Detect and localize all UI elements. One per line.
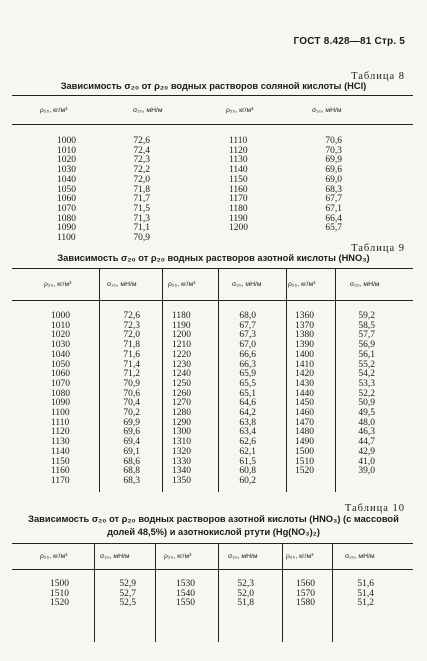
table-cell: 62,1 xyxy=(239,446,256,457)
table-cell: 56,1 xyxy=(358,349,375,360)
table-cell: 1370 xyxy=(295,320,314,331)
table-cell: 52,9 xyxy=(119,579,136,589)
table-cell: 1050 xyxy=(51,359,70,370)
table8-col-tension xyxy=(100,137,150,244)
table-cell: 1120 xyxy=(229,145,248,156)
table10-divider xyxy=(155,543,156,642)
table9-header-tension: σ₂₀, мН/м xyxy=(107,281,137,288)
table-cell: 1070 xyxy=(57,203,76,214)
table-cell: 68,0 xyxy=(239,311,256,321)
table-cell: 60,2 xyxy=(239,475,256,486)
table9-header-density-2: ρ₂₀, кг/м³ xyxy=(168,281,196,288)
table-cell: 1030 xyxy=(57,165,76,176)
table-cell: 1070 xyxy=(51,378,70,389)
table-cell: 72,0 xyxy=(123,330,140,341)
table-cell: 1210 xyxy=(172,340,191,351)
table-cell: 58,5 xyxy=(358,320,375,331)
table-cell: 70,9 xyxy=(133,233,150,244)
table-cell: 51,6 xyxy=(357,579,374,589)
table-cell: 1130 xyxy=(51,437,70,448)
table-cell: 1170 xyxy=(51,475,70,486)
table-cell: 68,3 xyxy=(325,184,342,195)
table-cell: 69,1 xyxy=(123,446,140,457)
table9-divider xyxy=(99,268,100,492)
table-cell: 42,9 xyxy=(358,446,375,457)
table-cell: 1330 xyxy=(172,456,191,467)
table-cell: 1450 xyxy=(295,398,314,409)
table-cell: 65,9 xyxy=(239,369,256,380)
table-cell: 46,3 xyxy=(358,427,375,438)
table-cell: 1510 xyxy=(295,456,314,467)
table8-header-density: ρ₂₀, кг/м³ xyxy=(40,107,68,114)
table-cell: 48,0 xyxy=(358,417,375,428)
table-cell: 62,6 xyxy=(239,437,256,448)
table10-col-density-2 xyxy=(176,580,195,609)
table-cell: 1250 xyxy=(172,378,191,389)
table-cell: 55,2 xyxy=(358,359,375,370)
table-cell: 52,2 xyxy=(358,388,375,399)
table-cell: 1190 xyxy=(172,320,191,331)
table-cell: 71,4 xyxy=(123,359,140,370)
table-cell: 1090 xyxy=(57,223,76,234)
table-cell: 51,4 xyxy=(357,588,374,599)
table10-divider xyxy=(94,543,95,642)
table9-caption: Зависимость σ₂₀ от ρ₂₀ водных растворов азотной кислоты (HNO₃) xyxy=(57,253,370,263)
table-cell: 67,1 xyxy=(325,203,342,214)
table10-header-tension-3: σ₂₀, мН/м xyxy=(345,553,375,560)
table-cell: 1430 xyxy=(295,378,314,389)
table9-divider xyxy=(218,268,219,492)
table-cell: 66,3 xyxy=(239,359,256,370)
table8-caption: Зависимость σ₂₀ от ρ₂₀ водных растворов соляной кислоты (HCl) xyxy=(60,81,367,91)
table-cell: 1310 xyxy=(172,437,191,448)
table8-header-tension-2: σ₂₀, мН/м xyxy=(312,107,342,114)
table-cell: 1490 xyxy=(295,437,314,448)
table-cell: 1180 xyxy=(172,311,191,321)
table-cell: 71,8 xyxy=(123,340,140,351)
table9-label: Таблица 9 xyxy=(351,243,405,254)
table-cell: 52,5 xyxy=(119,598,136,609)
table-cell: 1050 xyxy=(57,184,76,195)
table-cell: 60,8 xyxy=(239,466,256,477)
page-header: ГОСТ 8.428—81 Стр. 5 xyxy=(293,36,405,47)
table-cell: 1380 xyxy=(295,330,314,341)
table-cell: 1010 xyxy=(51,320,70,331)
table-cell: 1420 xyxy=(295,369,314,380)
table-cell: 72,3 xyxy=(133,155,150,166)
table-cell: 67,0 xyxy=(239,340,256,351)
table-cell: 1270 xyxy=(172,398,191,409)
table-cell: 1260 xyxy=(172,388,191,399)
table-cell: 69,0 xyxy=(325,174,342,185)
table-cell: 53,3 xyxy=(358,378,375,389)
table-cell: 49,5 xyxy=(358,408,375,419)
table-cell: 1580 xyxy=(296,598,315,609)
table-cell: 1090 xyxy=(51,398,70,409)
table10-caption-line2: долей 48,5%) и азотнокислой ртути (Hg(NO₃)₂) xyxy=(107,527,320,537)
table-cell: 70,6 xyxy=(123,388,140,399)
table9-col-tension xyxy=(102,312,140,487)
table9-divider xyxy=(286,268,287,492)
table-cell: 39,0 xyxy=(358,466,375,477)
table-cell: 71,8 xyxy=(133,184,150,195)
table-cell: 70,3 xyxy=(325,145,342,156)
table-cell: 1120 xyxy=(51,427,70,438)
table9-divider xyxy=(335,268,336,492)
table-cell: 69,6 xyxy=(123,427,140,438)
table-cell: 52,3 xyxy=(237,579,254,589)
table9-col-density-2 xyxy=(172,312,191,487)
table-cell: 1560 xyxy=(296,579,315,589)
table10-header-tension: σ₂₀, мН/м xyxy=(100,553,130,560)
table-cell: 72,2 xyxy=(133,165,150,176)
table-cell: 1290 xyxy=(172,417,191,428)
table-cell: 1520 xyxy=(50,598,69,609)
table9-top-rule xyxy=(12,268,413,269)
table-cell: 69,6 xyxy=(325,165,342,176)
table-cell: 63,4 xyxy=(239,427,256,438)
table-cell: 71,7 xyxy=(133,194,150,205)
table-cell: 67,7 xyxy=(239,320,256,331)
table-cell: 1140 xyxy=(51,446,70,457)
table-cell: 65,7 xyxy=(325,223,342,234)
table-cell: 71,1 xyxy=(133,223,150,234)
table10-col-tension-3 xyxy=(339,580,374,609)
table-cell: 51,2 xyxy=(357,598,374,609)
table10-top-rule xyxy=(12,543,413,544)
table-cell: 1010 xyxy=(57,145,76,156)
table-cell: 70,9 xyxy=(123,378,140,389)
table9-col-tension-3 xyxy=(340,312,375,477)
table10-header-density-3: ρ₂₀, кг/м³ xyxy=(286,553,314,560)
table10-header-density: ρ₂₀, кг/м³ xyxy=(40,553,68,560)
table-cell: 57,7 xyxy=(358,330,375,341)
table9-header-rule xyxy=(12,300,413,301)
table-cell: 68,6 xyxy=(123,456,140,467)
table-cell: 64,2 xyxy=(239,408,256,419)
table-cell: 67,3 xyxy=(239,330,256,341)
table-cell: 1080 xyxy=(57,213,76,224)
table-cell: 52,0 xyxy=(237,588,254,599)
table-cell: 1100 xyxy=(57,233,76,244)
table-cell: 52,7 xyxy=(119,588,136,599)
table-cell: 1060 xyxy=(57,194,76,205)
table10-header-density-2: ρ₂₀, кг/м³ xyxy=(164,553,192,560)
table-cell: 1000 xyxy=(51,311,70,321)
table10-col-density xyxy=(50,580,69,609)
table-cell: 1340 xyxy=(172,466,191,477)
table10-col-tension xyxy=(98,580,136,609)
table-cell: 67,7 xyxy=(325,194,342,205)
table-cell: 1230 xyxy=(172,359,191,370)
table-cell: 1400 xyxy=(295,349,314,360)
table-cell: 1550 xyxy=(176,598,195,609)
table-cell: 72,0 xyxy=(133,174,150,185)
table-cell: 68,3 xyxy=(123,475,140,486)
table9-header-tension-2: σ₂₀, мН/м xyxy=(232,281,262,288)
table-cell: 1540 xyxy=(176,588,195,599)
table8-header-tension: σ₂₀, мН/м xyxy=(133,107,163,114)
table-cell: 1020 xyxy=(57,155,76,166)
table-cell: 1200 xyxy=(229,223,248,234)
table-cell: 1510 xyxy=(50,588,69,599)
table9-header-tension-3: σ₂₀, мН/м xyxy=(350,281,380,288)
table-cell: 66,6 xyxy=(239,349,256,360)
table-cell: 1060 xyxy=(51,369,70,380)
table-cell: 63,8 xyxy=(239,417,256,428)
table-cell: 1160 xyxy=(51,466,70,477)
table-cell: 65,1 xyxy=(239,388,256,399)
table-cell: 1460 xyxy=(295,408,314,419)
table-cell: 72,4 xyxy=(133,145,150,156)
table-cell: 72,3 xyxy=(123,320,140,331)
table-cell: 65,5 xyxy=(239,378,256,389)
table8-header-rule xyxy=(12,124,413,125)
table-cell: 69,9 xyxy=(325,155,342,166)
table-cell: 56,9 xyxy=(358,340,375,351)
table-cell: 1000 xyxy=(57,136,76,146)
table8-col-density xyxy=(57,137,76,244)
table-cell: 1100 xyxy=(51,408,70,419)
table8-header-density-2: ρ₂₀, кг/м³ xyxy=(226,107,254,114)
table9-col-density-3 xyxy=(295,312,314,477)
table10-label: Таблица 10 xyxy=(344,503,405,514)
table-cell: 1170 xyxy=(229,194,248,205)
table-cell: 1500 xyxy=(50,579,69,589)
table-cell: 64,6 xyxy=(239,398,256,409)
table-cell: 1320 xyxy=(172,446,191,457)
table-cell: 1110 xyxy=(51,417,70,428)
table10-caption-line1: Зависимость σ₂₀ от ρ₂₀ водных растворов азотной кислоты (HNO₃) (с массовой xyxy=(28,514,399,524)
table-cell: 71,5 xyxy=(133,203,150,214)
table-cell: 69,4 xyxy=(123,437,140,448)
table-cell: 1140 xyxy=(229,165,248,176)
table9-divider xyxy=(162,268,163,492)
table-cell: 70,6 xyxy=(325,136,342,146)
table10-col-tension-2 xyxy=(220,580,254,609)
table-cell: 44,7 xyxy=(358,437,375,448)
table-cell: 71,3 xyxy=(133,213,150,224)
table10-header-rule xyxy=(12,569,413,570)
table-cell: 54,2 xyxy=(358,369,375,380)
table-cell: 1500 xyxy=(295,446,314,457)
table-cell: 69,9 xyxy=(123,417,140,428)
table-cell: 1530 xyxy=(176,579,195,589)
table9-col-tension-2 xyxy=(220,312,256,487)
table-cell: 1480 xyxy=(295,427,314,438)
table-cell: 1080 xyxy=(51,388,70,399)
table-cell: 1520 xyxy=(295,466,314,477)
table-cell: 1300 xyxy=(172,427,191,438)
table-cell: 41,0 xyxy=(358,456,375,467)
table9-col-density xyxy=(51,312,70,487)
table8-top-rule xyxy=(12,95,413,96)
table-cell: 1350 xyxy=(172,475,191,486)
table-cell: 72,6 xyxy=(123,311,140,321)
table10-header-tension-2: σ₂₀, мН/м xyxy=(228,553,258,560)
table10-divider xyxy=(332,543,333,642)
table9-header-density-3: ρ₂₀, кг/м³ xyxy=(288,281,316,288)
table-cell: 70,4 xyxy=(123,398,140,409)
table-cell: 1150 xyxy=(51,456,70,467)
table-cell: 1110 xyxy=(229,136,248,146)
table-cell: 71,2 xyxy=(123,369,140,380)
table10-col-density-3 xyxy=(296,580,315,609)
table-cell: 59,2 xyxy=(358,311,375,321)
table-cell: 1030 xyxy=(51,340,70,351)
table-cell: 51,8 xyxy=(237,598,254,609)
table-cell: 1240 xyxy=(172,369,191,380)
table-cell: 1470 xyxy=(295,417,314,428)
table-cell: 1440 xyxy=(295,388,314,399)
table8-col-tension-2 xyxy=(290,137,342,234)
table-cell: 1130 xyxy=(229,155,248,166)
table9-header-density: ρ₂₀, кг/м³ xyxy=(44,281,72,288)
table-cell: 72,6 xyxy=(133,136,150,146)
table-cell: 1570 xyxy=(296,588,315,599)
table-cell: 1280 xyxy=(172,408,191,419)
table-cell: 71,6 xyxy=(123,349,140,360)
table-cell: 1190 xyxy=(229,213,248,224)
table-cell: 50,9 xyxy=(358,398,375,409)
table-cell: 1020 xyxy=(51,330,70,341)
table-cell: 1150 xyxy=(229,174,248,185)
table-cell: 61,5 xyxy=(239,456,256,467)
table-cell: 1390 xyxy=(295,340,314,351)
table-cell: 70,2 xyxy=(123,408,140,419)
table10-divider xyxy=(218,543,219,642)
table-cell: 1160 xyxy=(229,184,248,195)
table-cell: 1220 xyxy=(172,349,191,360)
table8-col-density-2 xyxy=(229,137,248,234)
table-cell: 1200 xyxy=(172,330,191,341)
table-cell: 68,8 xyxy=(123,466,140,477)
table-cell: 66,4 xyxy=(325,213,342,224)
table-cell: 1040 xyxy=(51,349,70,360)
table-cell: 1180 xyxy=(229,203,248,214)
table-cell: 1040 xyxy=(57,174,76,185)
table8-label: Таблица 8 xyxy=(351,71,405,82)
table10-divider xyxy=(282,543,283,642)
table-cell: 1360 xyxy=(295,311,314,321)
table-cell: 1410 xyxy=(295,359,314,370)
